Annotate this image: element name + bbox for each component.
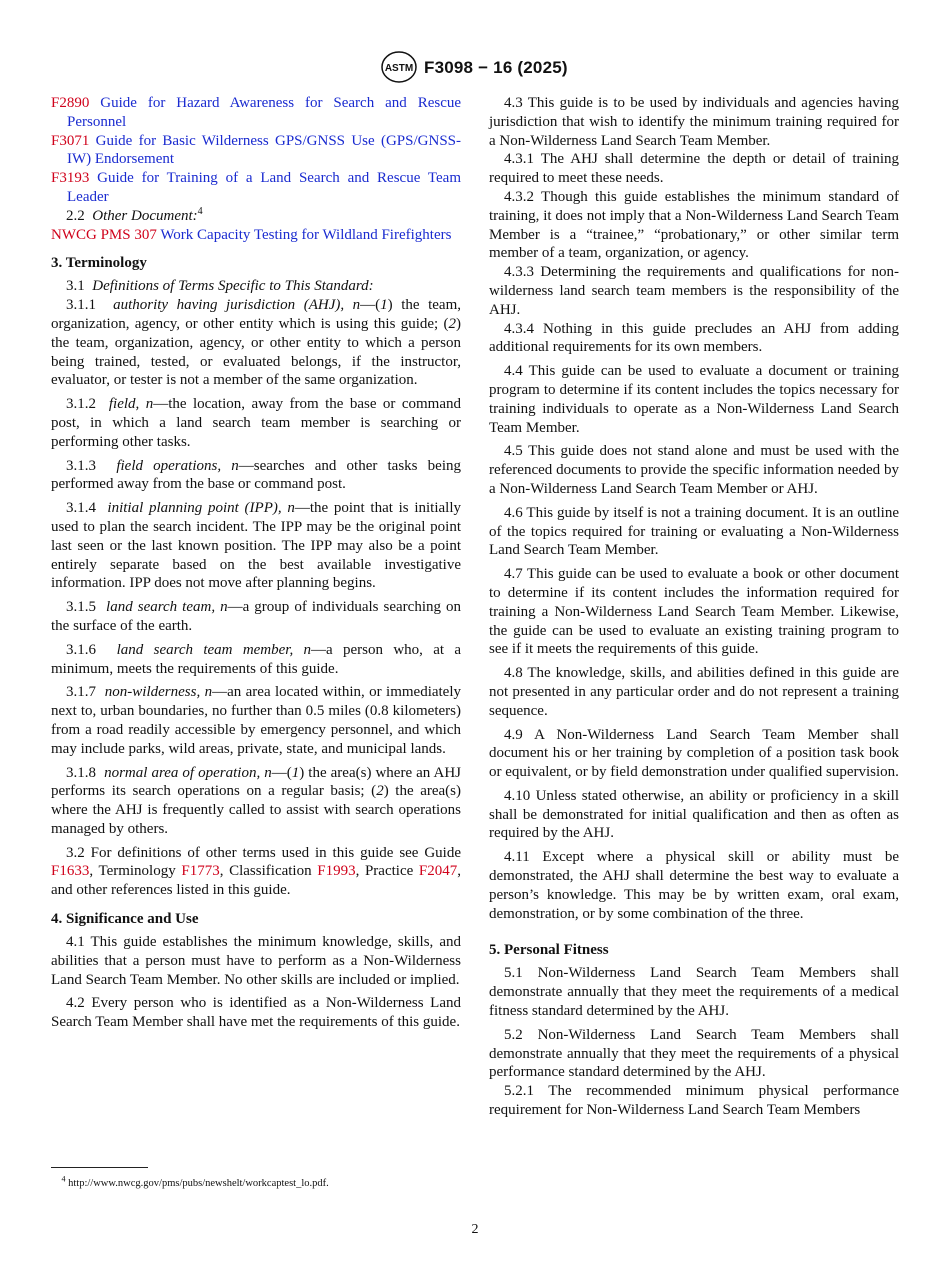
paragraph-4-3-1: 4.3.1 The AHJ shall determine the depth or detail of training required to meet these needs.: [489, 151, 899, 187]
other-document-heading: 2.2 Other Document:$^4$: [66, 205, 203, 224]
reference-code-link[interactable]: F3193: [51, 170, 90, 187]
paragraph-4-9: 4.9 A Non-Wilderness Land Search Team Member shall document his or her training by completion of a position task book or equivalent, or by field demonstration under qualified supervision.: [489, 726, 899, 781]
paragraph-3-1-5: 3.1.5 land search team, n—a group of individuals searching on the surface of the earth.: [51, 599, 462, 634]
footnote-marker: 4: [197, 205, 203, 217]
paragraph-5-1: 5.1 Non-Wilderness Land Search Team Members shall demonstrate annually that they meet the requirements of a medical fitness standard determined by the AHJ.: [489, 965, 899, 1020]
paragraph-4-11: 4.11 Except where a physical skill or ability must be demonstrated, the AHJ shall determine the best way to evaluate a person’s knowledge. This may be by written exam, oral exam, demonstration, or by some combination of the three.: [489, 849, 899, 922]
paragraph-4-3-3: 4.3.3 Determining the requirements and qualifications for non-wilderness land search team members is the responsibility of the AHJ.: [489, 264, 899, 318]
ref-link-f1633[interactable]: F1633: [51, 863, 90, 880]
page-number: 2: [471, 1222, 479, 1237]
paragraph-3-1-2: 3.1.2 field, n—the location, away from the base or command post, in which a land search team member is searching or performing other tasks.: [51, 396, 462, 450]
reference-item: [51, 226, 461, 245]
reference-item: [51, 169, 461, 207]
ref-link-f1773[interactable]: F1773: [181, 863, 220, 880]
footnote-url[interactable]: http://www.nwcg.gov/pms/pubs/newshelt/workcaptest_lo.pdf.: [68, 1178, 329, 1189]
ref-link-f2047[interactable]: F2047: [418, 863, 458, 880]
paragraph-3-1-8: 3.1.8 normal area of operation, n—(1) the area(s) where an AHJ performs its search operations on a regular basis; (2) the area(s) where the AHJ is frequently called to assist with search operations managed by others.: [51, 764, 462, 837]
paragraph-4-4: 4.4 This guide can be used to evaluate a document or training program to determine if its content includes the topics necessary for training individuals to operate as a Non-Wilderness Land Search Team Member.: [489, 363, 899, 436]
paragraph-4-3: 4.3 This guide is to be used by individuals and agencies having jurisdiction that wish to identify the minimum training required for a Non-Wilderness Land Search Team Member.: [489, 95, 899, 149]
reference-title-link[interactable]: Work Capacity Testing for Wildland Firefighters: [160, 226, 452, 243]
astm-logo-icon: [381, 50, 417, 84]
right-column: [489, 94, 899, 1120]
paragraph-4-3-4: 4.3.4 Nothing in this guide precludes an AHJ from adding additional requirements for its own members.: [489, 320, 899, 356]
paragraph-4-10: 4.10 Unless stated otherwise, an ability or proficiency in a skill shall be demonstrated for initial qualification and then as often as required by the AHJ.: [489, 787, 899, 842]
reference-title-link[interactable]: Guide for Basic Wilderness GPS/GNSS Use (GPS/GNSS-IW) Endorsement: [67, 132, 461, 168]
paragraph-5-2-1: 5.2.1 The recommended minimum physical performance requirement for Non-Wilderness Land Search Team Members: [489, 1083, 899, 1119]
reference-code-link[interactable]: NWCG PMS 307: [51, 226, 157, 243]
reference-title-link[interactable]: Guide for Training of a Land Search and Rescue Team Leader: [67, 170, 461, 205]
paragraph-3-1-7: 3.1.7 non-wilderness, n—an area located within, or immediately next to, urban boundaries, no further than 0.5 miles (0.8 kilometers) from a road readily accessible by emergency personnel, and which may include parks, wild areas, private, state, and municipal lands.: [51, 684, 462, 757]
footnote-number: 4: [61, 1174, 66, 1184]
reference-item: [51, 94, 461, 132]
paragraph-5-2: 5.2 Non-Wilderness Land Search Team Members shall demonstrate annually that they meet the requirements of a physical performance standard determined by the AHJ.: [489, 1026, 899, 1081]
paragraph-3-1-1: 3.1.1 authority having jurisdiction (AHJ), n—(1) the team, organization, agency, or other entity which is using this guide; (2) the team, organization, agency, or other entity to which a person being trained, tested, or evaluated belongs, if the instructor, evaluator, or tester is not a member of the same organization.: [51, 297, 461, 389]
document-id: F3098 − 16 (2025): [424, 58, 568, 77]
section-5-heading: 5. Personal Fitness: [489, 942, 609, 959]
paragraph-3-1: 3.1 Definitions of Terms Specific to This Standard:: [66, 278, 374, 295]
section-4-heading: 4. Significance and Use: [51, 911, 199, 928]
section-3-heading: 3. Terminology: [51, 255, 147, 272]
reference-title-link[interactable]: Guide for Hazard Awareness for Search and Rescue Personnel: [67, 95, 462, 130]
paragraph-4-3-2: 4.3.2 Though this guide establishes the minimum standard of training, it does not imply that a Non-Wilderness Land Search Team Member is a “trainee,” “probationary,” or other similar term member of a team, organization, or agency.: [489, 188, 899, 262]
paragraph-4-5: 4.5 This guide does not stand alone and must be used with the referenced documents to provide the specific information needed by a Non-Wilderness Land Search Team Member or AHJ.: [489, 443, 899, 497]
ref-link-f1993[interactable]: F1993: [317, 863, 356, 880]
paragraph-4-2: 4.2 Every person who is identified as a Non-Wilderness Land Search Team Member shall have met the requirements of this guide.: [51, 995, 461, 1031]
logo-text: ASTM: [384, 63, 414, 74]
paragraph-3-1-4: 3.1.4 initial planning point (IPP), n—the point that is initially used to plan the search incident. The IPP may be the original point last seen or the last known position. The IPP may also be a point entirely separate based on the best available investigative information. IPP does not move after planning begins.: [51, 500, 461, 592]
paragraph-4-1: 4.1 This guide establishes the minimum knowledge, skills, and abilities that a person must have to perform as a Non-Wilderness Land Search Team Member. No other skills are included or implied.: [51, 934, 461, 988]
reference-code-link[interactable]: F3071: [51, 132, 90, 149]
paragraph-3-1-6: 3.1.6 land search team member, n—a person who, at a minimum, meets the requirements of this guide.: [51, 641, 462, 677]
paragraph-4-6: 4.6 This guide by itself is not a training document. It is an outline of the topics required for training or evaluating a Non-Wilderness Land Search Team Member.: [489, 504, 899, 559]
footnote-divider: [51, 1167, 148, 1168]
paragraph-3-1-3: 3.1.3 field operations, n—searches and other tasks being performed away from the base or command post.: [51, 457, 461, 493]
paragraph-4-8: 4.8 The knowledge, skills, and abilities defined in this guide are not presented in any particular order and do not represent a training sequence.: [489, 665, 899, 719]
reference-code-link[interactable]: F2890: [51, 95, 90, 111]
paragraph-3-2: 3.2 For definitions of other terms used in this guide see Guide F1633, Terminology F1773, Classification F1993, Practice F2047, and other references listed in this guide.: [51, 844, 461, 899]
footnote: [51, 1174, 329, 1189]
paragraph-4-7: 4.7 This guide can be used to evaluate a book or other document to determine if its content includes the information required for training a Non-Wilderness Land Search Team Member. Likewise, the guide can be used to evaluate an existing training program to see if it meets the requirements of this guide.: [489, 566, 899, 658]
reference-item: [51, 132, 461, 170]
left-column: [51, 94, 461, 1032]
